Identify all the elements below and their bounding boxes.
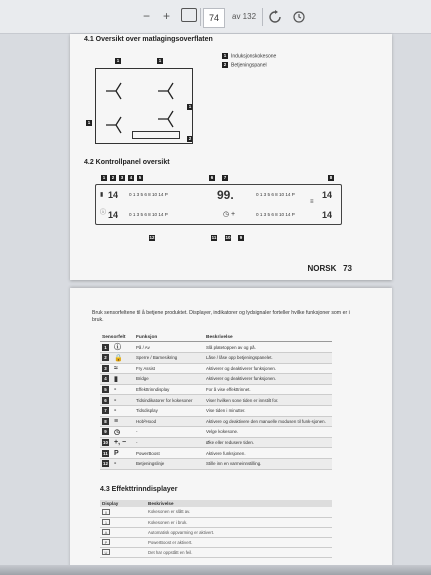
table-row	[100, 342, 332, 353]
sensor-symbol: -	[114, 460, 117, 468]
table-row	[100, 448, 332, 459]
hob-tag: 1	[158, 58, 162, 63]
section-heading: 4.2 Kontrollpanel oversikt	[84, 159, 170, 166]
pdf-page-74	[70, 288, 392, 575]
pdf-page-73	[70, 34, 392, 280]
row-number: 6	[102, 397, 109, 404]
function-cell: Betjeningslinje	[134, 458, 204, 469]
power-level-display: 14	[322, 190, 333, 200]
hob-tag: 1	[188, 104, 192, 109]
power-level-display: 14	[108, 210, 119, 220]
panel-tag: 2	[111, 175, 115, 180]
panel-tag: 9	[239, 235, 243, 240]
panel-tag: 4	[129, 175, 133, 180]
taskbar	[0, 565, 431, 575]
history-icon[interactable]	[292, 10, 306, 24]
legend-item: 1 Induksjonskokesone	[223, 53, 277, 60]
table-row	[100, 405, 332, 416]
description-cell: Viser hvilken sone tiden er innstilt for.	[204, 395, 332, 406]
display-code: U	[102, 549, 110, 555]
function-cell: Sperre / Barnesikring	[134, 353, 204, 364]
zoom-in-button[interactable]: +	[163, 9, 171, 23]
table-row	[100, 517, 332, 527]
panel-tag: 6	[210, 175, 214, 180]
function-cell: Fry Assist	[134, 363, 204, 374]
description-cell: Øke eller redusere tiden.	[204, 437, 332, 448]
toolbar-divider	[262, 8, 263, 26]
description-cell: Aktivere og deaktivere den manuelle modusen til funk-sjonen.	[204, 416, 332, 427]
row-number: 5	[102, 386, 109, 393]
column-header: Funksjon	[134, 334, 204, 342]
table-row	[100, 458, 332, 469]
row-number: 9	[102, 428, 109, 435]
sensor-symbol: -	[114, 386, 117, 394]
fit-page-icon[interactable]	[181, 8, 197, 22]
table-row	[100, 537, 332, 547]
function-cell: Bridge	[134, 374, 204, 385]
table-row	[100, 416, 332, 427]
zoom-out-button[interactable]: −	[143, 9, 151, 23]
column-header: Beskrivelse	[204, 334, 332, 342]
row-number: 8	[102, 418, 109, 425]
description-cell: For å vise effekttrinnet.	[204, 384, 332, 395]
panel-tag: 5	[138, 175, 142, 180]
timer-controls: ◷ +	[223, 211, 236, 218]
pdf-toolbar	[0, 0, 431, 34]
column-header: Sensorfelt	[100, 334, 134, 342]
panel-tag: 1	[102, 175, 106, 180]
sensor-symbol: ≡	[114, 417, 119, 425]
power-scale: 0 1 3 5 6 8 10 14 P	[129, 192, 168, 197]
hob-tag: 1	[116, 58, 120, 63]
bridge-icon: ▮	[100, 192, 104, 198]
column-header: Beskrivelse	[146, 500, 332, 507]
power-scale: 0 1 3 5 6 8 10 14 P	[129, 212, 168, 217]
power-scale: 0 1 3 5 6 8 10 14 P	[256, 192, 295, 197]
sensor-symbol: -	[114, 407, 117, 415]
hob-surface-diagram	[95, 68, 193, 144]
function-cell: -	[134, 427, 204, 438]
row-number: 7	[102, 407, 109, 414]
table-row	[100, 374, 332, 385]
description-cell: Kokesonen er i bruk.	[146, 517, 332, 527]
power-icon: ⓘ	[100, 210, 107, 216]
display-code: P	[102, 539, 110, 545]
sensor-symbol: ⓘ	[114, 344, 121, 351]
hob-tag: 1	[87, 120, 91, 125]
function-cell: Hob²Hood	[134, 416, 204, 427]
footer-page-number: 73	[343, 264, 352, 273]
description-cell: Kokesonen er slått av.	[146, 507, 332, 517]
description-cell: Aktiverer og deaktiverer funksjonen.	[204, 363, 332, 374]
function-cell: Effekttrinndisplay	[134, 384, 204, 395]
section-heading: 4.3 Effekttrinndisplayer	[100, 486, 178, 493]
row-number: 12	[103, 461, 108, 467]
function-cell: PowerBoost	[134, 448, 204, 459]
panel-tag: 11	[211, 235, 217, 240]
description-cell: Stille inn en varmeinnstilling.	[204, 458, 332, 469]
panel-tag: 3	[120, 175, 124, 180]
intro-paragraph: Bruk sensorfeltene til å betjene produktet. Displayer, indikatorer og lydsignaler forteller hvilke funksjoner som er i bruk.	[92, 310, 350, 323]
power-level-display: 14	[322, 210, 333, 220]
sensor-symbol: ▮	[114, 375, 118, 383]
timer-display: 99.	[217, 188, 234, 202]
function-cell: På / Av	[134, 342, 204, 353]
display-table	[100, 500, 332, 558]
section-heading: 4.1 Oversikt over matlagingsoverflaten	[84, 36, 213, 43]
display-code: 0	[102, 509, 110, 515]
table-row	[100, 527, 332, 537]
sensor-symbol: +, −	[114, 439, 127, 447]
table-row	[100, 384, 332, 395]
description-cell: PowerBoost er aktivert.	[146, 537, 332, 547]
row-number: 4	[102, 375, 109, 382]
description-cell: Slå platetoppen av og på.	[204, 342, 332, 353]
function-cell: Tidsindikatorer for kokesoner	[134, 395, 204, 406]
panel-tag: 10	[225, 235, 231, 240]
page-total: av 132	[232, 12, 257, 21]
description-cell: Automatisk oppvarming er aktivert.	[146, 527, 332, 537]
sensor-symbol: P	[114, 449, 119, 457]
description-cell: Aktiverer og deaktiverer funksjonen.	[204, 374, 332, 385]
table-row	[100, 363, 332, 374]
panel-tag: 7	[223, 175, 227, 180]
hob2hood-icon: ≡	[310, 199, 314, 205]
toolbar-divider	[200, 8, 201, 26]
sensor-table	[100, 334, 332, 470]
table-row	[100, 437, 332, 448]
row-number: 3	[102, 365, 109, 372]
power-level-display: 14	[108, 190, 119, 200]
row-number: 1	[102, 344, 109, 351]
row-number: 11	[103, 450, 108, 456]
description-cell: Velge kokesone.	[204, 427, 332, 438]
sensor-symbol: ◷	[114, 428, 121, 436]
column-header: Display	[100, 500, 146, 507]
footer-language: NORSK	[307, 264, 337, 273]
page-number-input[interactable]: 74	[203, 8, 225, 28]
display-code: A	[102, 529, 110, 535]
page-footer	[308, 264, 352, 273]
hob-tag: 2	[188, 136, 192, 141]
legend-item: 2 Betjeningspanel	[223, 62, 267, 69]
sensor-symbol: -	[114, 396, 117, 404]
function-cell: -	[134, 437, 204, 448]
row-number: 2	[102, 354, 109, 361]
description-cell: Det har oppstått en feil.	[146, 547, 332, 557]
rotate-icon[interactable]	[268, 10, 282, 24]
table-row	[100, 427, 332, 438]
sensor-symbol: 🔒	[114, 354, 123, 362]
function-cell: Tidsdisplay	[134, 405, 204, 416]
table-row	[100, 507, 332, 517]
table-header-row	[100, 500, 332, 507]
table-row	[100, 547, 332, 557]
description-cell: Aktivere funksjonen.	[204, 448, 332, 459]
control-panel-outline	[132, 131, 180, 139]
power-scale: 0 1 3 5 6 8 10 14 P	[256, 212, 295, 217]
table-row	[100, 353, 332, 364]
table-row	[100, 395, 332, 406]
display-code: 1	[102, 519, 110, 525]
control-panel-diagram	[95, 184, 342, 225]
table-header-row	[100, 334, 332, 342]
row-number: 10	[103, 440, 108, 446]
description-cell: Vise tiden i minutter.	[204, 405, 332, 416]
description-cell: Låse / låse opp betjeningspanelet.	[204, 353, 332, 364]
panel-tag: 12	[149, 235, 155, 240]
panel-tag: 8	[329, 175, 333, 180]
sensor-symbol: ≈	[114, 364, 118, 372]
